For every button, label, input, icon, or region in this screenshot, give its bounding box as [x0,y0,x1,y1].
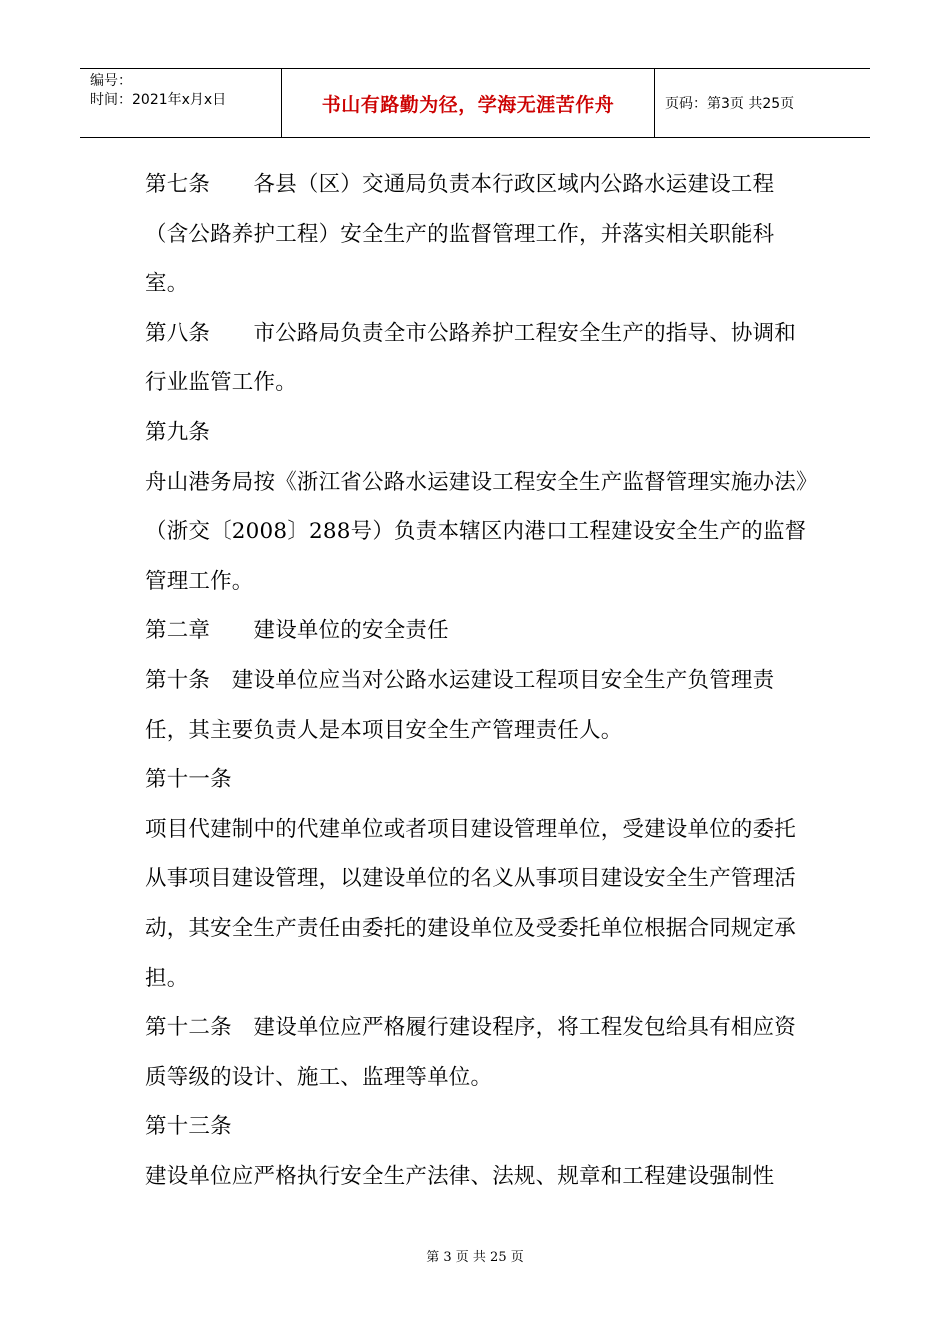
header-divider [654,69,655,137]
header-page-code: 页码：第3页 共25页 [665,96,795,112]
paragraph: 第十二条 建设单位应严格履行建设程序，将工程发包给具有相应资质等级的设计、施工、监理等单位。 [145,1015,797,1090]
paragraph: 舟山港务局按《浙江省公路水运建设工程安全生产监督管理实施办法》（浙交〔2008〕288号）负责本辖区内港口工程建设安全生产的监督管理工作。 [145,469,807,594]
article-heading: 第十一条 [145,767,232,793]
paragraph: 第十条 建设单位应当对公路水运建设工程项目安全生产负管理责任，其主要负责人是本项目安全生产管理责任人。 [145,667,775,743]
header-motto: 书山有路勤为径，学海无涯苦作舟 [321,93,615,116]
page-header [80,68,870,138]
document-body [145,160,810,1201]
article-heading: 第十三条 [145,1114,232,1140]
paragraph: 第八条 市公路局负责全市公路养护工程安全生产的指导、协调和行业监管工作。 [145,320,797,396]
page-footer: 第 3 页 共 25 页 [426,1250,524,1265]
paragraph: 项目代建制中的代建单位或者项目建设管理单位，受建设单位的委托从事项目建设管理，以建设单位的名义从事项目建设安全生产管理活动，其安全生产责任由委托的建设单位及受委托单位根据合同规定承担。 [145,816,797,991]
document-number-label: 编号： [90,73,132,89]
header-meta [90,72,280,110]
document-time-label: 时间：2021年x月x日 [90,92,227,108]
chapter-heading: 第二章 建设单位的安全责任 [145,618,449,644]
paragraph: 建设单位应严格执行安全生产法律、法规、规章和工程建设强制性 [145,1163,775,1189]
article-heading: 第九条 [145,419,211,445]
paragraph: 第七条 各县（区）交通局负责本行政区域内公路水运建设工程（含公路养护工程）安全生产的监督管理工作，并落实相关职能科室。 [145,172,775,297]
